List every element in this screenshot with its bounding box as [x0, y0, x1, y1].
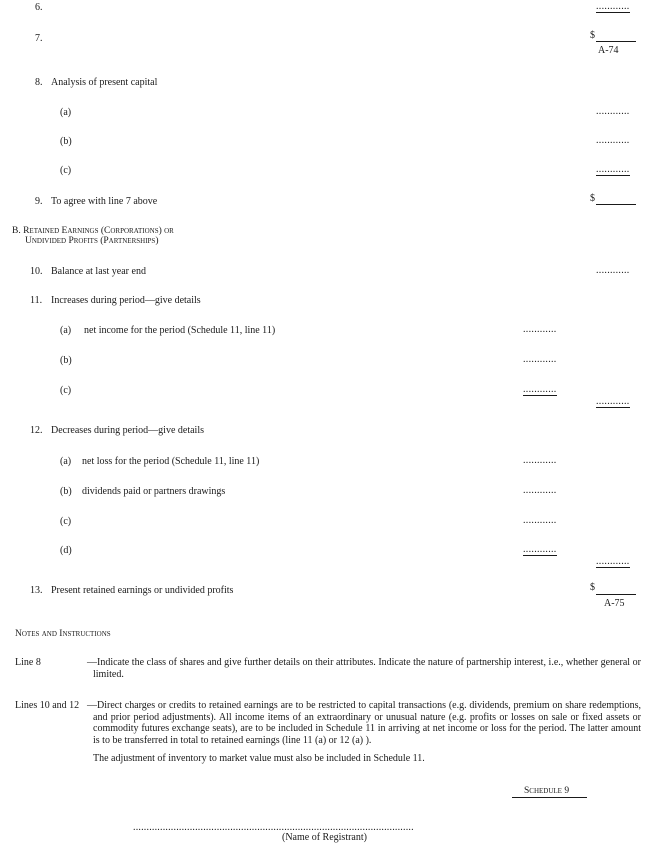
line-11b-amount: ............ — [523, 354, 557, 365]
line-8b-mark: (b) — [60, 136, 72, 147]
registrant-name-label: (Name of Registrant) — [282, 832, 367, 843]
line-13-ref: A-75 — [604, 598, 625, 609]
line-9-underline — [596, 204, 636, 205]
line-12-label: Decreases during period—give details — [51, 425, 205, 436]
line-11c-mark: (c) — [60, 385, 72, 396]
line-12-number: 12. — [30, 425, 43, 436]
section-b-title-2: Undivided Profits (Partnerships) — [25, 236, 159, 246]
note-inventory-text: The adjustment of inventory to market value must also be included in Schedule 11. — [93, 753, 425, 764]
line-10-label: Balance at last year end — [51, 266, 146, 277]
line-8a-mark: (a) — [60, 107, 72, 118]
line-12a-text: net loss for the period (Schedule 11, line 11) — [82, 456, 260, 467]
note-lines-10-12-text: —Direct charges or credits to retained earnings are to be restricted to capital transactions (e.g. dividends, premium on share redemptions, and prior period adjustments). All income items of an extraordinary or unusual nature (e.g. profits or losses on sale or fixed assets or commodity futures exchange seats), are to be included in Schedule 11 in arriving at net income or loss for the period. The latter amount is to be transferred in total to retained earnings (line 11 (a) or 12 (a) ). — [87, 700, 641, 746]
line-9-dollar: $ — [590, 193, 595, 204]
line-6-amount: ............ — [596, 1, 630, 12]
line-12d-amount: ............ — [523, 544, 557, 555]
line-13-label: Present retained earnings or undivided profits — [51, 585, 234, 596]
line-6-number: 6. — [35, 2, 43, 13]
line-8a-amount: ............ — [596, 106, 630, 117]
line-7-ref: A-74 — [598, 45, 619, 56]
line-11a-mark: (a) — [60, 325, 72, 336]
line-11a-text: net income for the period (Schedule 11, line 11) — [84, 325, 276, 336]
line-12-total: ............ — [596, 556, 630, 567]
line-11c-amount: ............ — [523, 384, 557, 395]
note-lines-10-12-label: Lines 10 and 12 — [15, 700, 80, 711]
line-12a-mark: (a) — [60, 456, 72, 467]
schedule-label: Schedule 9 — [524, 786, 570, 796]
line-12d-mark: (d) — [60, 545, 72, 556]
line-8-number: 8. — [35, 77, 43, 88]
line-11-number: 11. — [30, 295, 43, 306]
line-8c-amount: ............ — [596, 164, 630, 175]
line-10-amount: ............ — [596, 265, 630, 276]
line-7-underline — [596, 41, 636, 42]
line-12a-amount: ............ — [523, 455, 557, 466]
line-12c-mark: (c) — [60, 516, 72, 527]
line-7-number: 7. — [35, 33, 43, 44]
line-11-total: ............ — [596, 396, 630, 407]
schedule-underline — [512, 797, 587, 798]
notes-heading: Notes and Instructions — [15, 629, 111, 639]
line-8c-mark: (c) — [60, 165, 72, 176]
registrant-name-line: ........................................................................................................ — [133, 822, 414, 833]
line-8-label: Analysis of present capital — [51, 77, 158, 88]
line-11a-amount: ............ — [523, 324, 557, 335]
line-13-dollar: $ — [590, 582, 595, 593]
line-9-number: 9. — [35, 196, 43, 207]
line-9-label: To agree with line 7 above — [51, 196, 158, 207]
line-12b-mark: (b) — [60, 486, 72, 497]
line-11b-mark: (b) — [60, 355, 72, 366]
line-11-label: Increases during period—give details — [51, 295, 201, 306]
line-12c-amount: ............ — [523, 515, 557, 526]
line-13-number: 13. — [30, 585, 43, 596]
line-12b-amount: ............ — [523, 485, 557, 496]
note-line-8-label: Line 8 — [15, 657, 41, 668]
line-10-number: 10. — [30, 266, 43, 277]
line-8b-amount: ............ — [596, 135, 630, 146]
section-b-title-1: B. Retained Earnings (Corporations) or — [12, 226, 174, 236]
note-line-8-text: —Indicate the class of shares and give further details on their attributes. Indicate the nature of partnership interest, i.e., whether general or limited. — [87, 657, 641, 680]
line-12b-text: dividends paid or partners drawings — [82, 486, 226, 497]
line-7-dollar: $ — [590, 30, 595, 41]
line-13-underline — [596, 594, 636, 595]
